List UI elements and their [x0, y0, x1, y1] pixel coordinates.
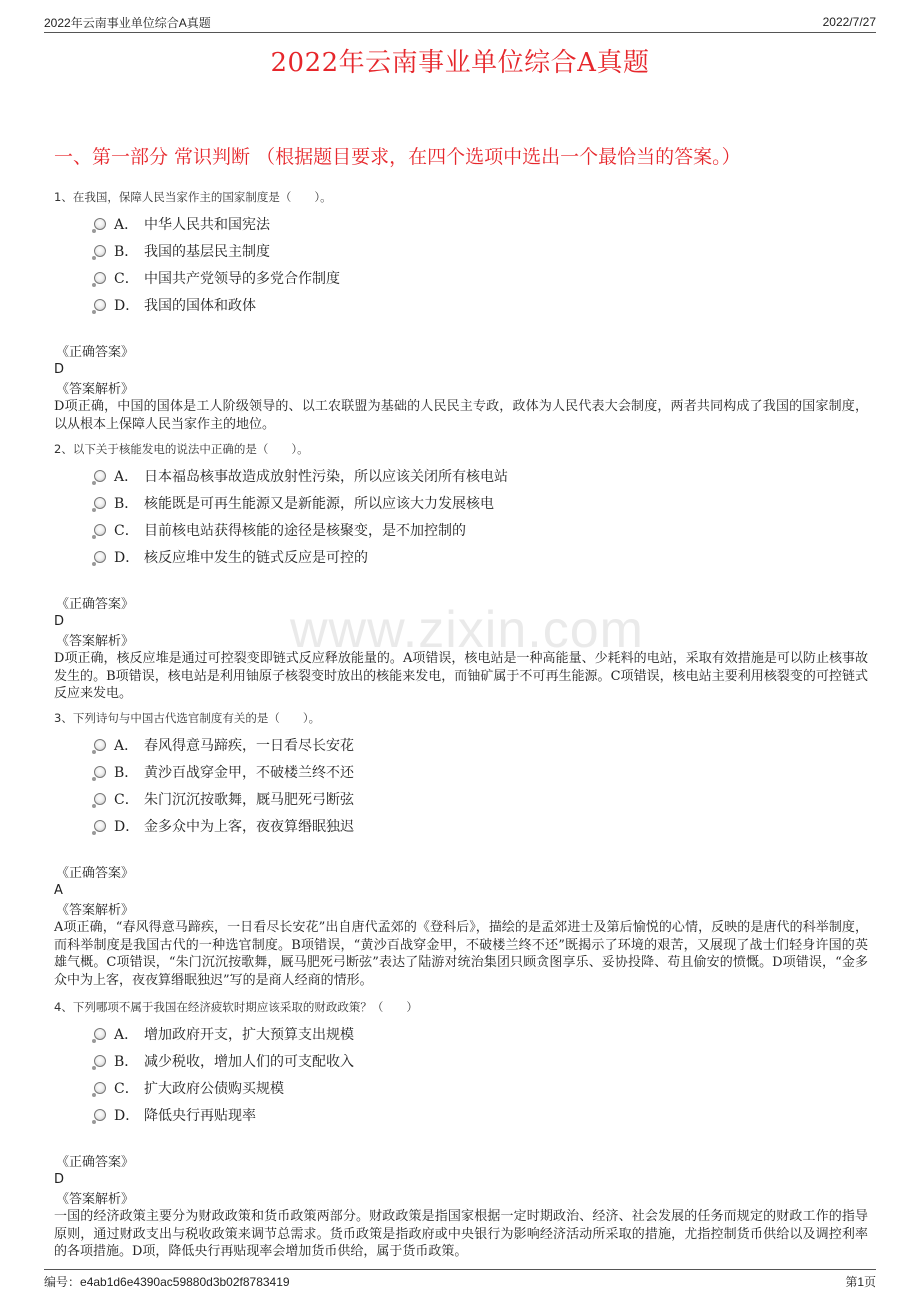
correct-answer: D	[54, 614, 65, 629]
option-letter: D．	[114, 819, 140, 835]
analysis-text: D项正确，中国的国体是工人阶级领导的、以工农联盟为基础的人民民主专政，政体为人民代表大会制度，两者共同构成了我国的国家制度，以从根本上保障人民当家作主的地位。	[54, 399, 868, 432]
option-letter: A．	[114, 738, 139, 754]
option-c[interactable]	[54, 268, 868, 295]
analysis-label: 《答案解析》	[56, 634, 135, 649]
option-letter: A．	[114, 1027, 139, 1043]
radio-icon[interactable]	[94, 1082, 106, 1094]
option-a[interactable]	[54, 1024, 868, 1051]
correct-answer: A	[54, 883, 63, 898]
question-stem: 4、下列哪项不属于我国在经济疲软时期应该采取的财政政策？（ ）	[54, 1000, 418, 1014]
option-text: 降低央行再贴现率	[144, 1108, 256, 1124]
question-stem: 1、在我国，保障人民当家作主的国家制度是（ ）。	[54, 190, 332, 204]
radio-icon[interactable]	[94, 793, 106, 805]
watermark: www.zixin.com	[290, 601, 644, 659]
radio-icon[interactable]	[94, 497, 106, 509]
option-b[interactable]	[54, 493, 868, 520]
analysis-label: 《答案解析》	[56, 903, 135, 918]
radio-icon[interactable]	[94, 272, 106, 284]
analysis-text: A项正确，“春风得意马蹄疾，一日看尽长安花”出自唐代孟郊的《登科后》，描绘的是孟郊进士及第后愉悦的心情，反映的是唐代的科举制度，而科举制度是我国古代的一种选官制度。B项错误，“黄沙百战穿金甲，不破楼兰终不还”既揭示了环境的艰苦，又展现了战士们轻身许国的英雄气概。C项错误，“朱门沉沉按歌舞，厩马肥死弓断弦”表达了陆游对统治集团只顾贪图享乐、妥协投降、苟且偷安的愤慨。D项错误，“金多众中为上客，夜夜算缗眠独迟”写的是商人经商的情形。	[54, 920, 868, 988]
option-c[interactable]	[54, 520, 868, 547]
analysis-label: 《答案解析》	[56, 382, 135, 397]
radio-icon[interactable]	[94, 1109, 106, 1121]
document-id	[44, 1273, 290, 1290]
radio-icon[interactable]	[94, 820, 106, 832]
document-title: 2022年云南事业单位综合A真题	[270, 48, 650, 78]
section-heading: 一、第一部分 常识判断 （根据题目要求，在四个选项中选出一个最恰当的答案。）	[54, 146, 741, 168]
option-text: 黄沙百战穿金甲，不破楼兰终不还	[144, 765, 354, 781]
option-letter: C．	[114, 792, 139, 808]
option-text: 朱门沉沉按歌舞，厩马肥死弓断弦	[144, 792, 354, 808]
question-stem: 2、以下关于核能发电的说法中正确的是（ ）。	[54, 442, 309, 456]
radio-icon[interactable]	[94, 739, 106, 751]
analysis-text: D项正确，核反应堆是通过可控裂变即链式反应释放能量的。A项错误，核电站是一种高能量、少耗料的电站，采取有效措施是可以防止核事故发生的。B项错误，核电站是利用铀原子核裂变时放出的核能来发电，而铀矿属于不可再生能源。C项错误，核电站主要利用核裂变的可控链式反应来发电。	[54, 651, 868, 701]
page-number: 第1页	[845, 1274, 876, 1289]
answer-key-label: 《正确答案》	[56, 866, 135, 881]
option-text: 扩大政府公债购买规模	[144, 1081, 284, 1097]
option-c[interactable]	[54, 1078, 868, 1105]
option-b[interactable]	[54, 241, 868, 268]
option-text: 我国的国体和政体	[144, 298, 256, 314]
question-stem: 3、下列诗句与中国古代选官制度有关的是（ ）。	[54, 711, 321, 725]
option-text: 核反应堆中发生的链式反应是可控的	[144, 550, 368, 566]
radio-icon[interactable]	[94, 551, 106, 563]
radio-icon[interactable]	[94, 299, 106, 311]
option-letter: D．	[114, 298, 140, 314]
option-text: 我国的基层民主制度	[144, 244, 270, 260]
option-text: 核能既是可再生能源又是新能源，所以应该大力发展核电	[144, 496, 494, 512]
radio-icon[interactable]	[94, 766, 106, 778]
option-b[interactable]	[54, 762, 868, 789]
question-2	[54, 441, 868, 703]
question-1	[54, 189, 868, 433]
answer-key-label: 《正确答案》	[56, 1155, 135, 1170]
option-text: 减少税收，增加人们的可支配收入	[144, 1054, 354, 1070]
option-c[interactable]	[54, 789, 868, 816]
option-text: 中国共产党领导的多党合作制度	[144, 271, 340, 287]
option-b[interactable]	[54, 1051, 868, 1078]
option-letter: A．	[114, 469, 139, 485]
option-a[interactable]	[54, 466, 868, 493]
option-letter: B．	[114, 244, 139, 260]
option-letter: D．	[114, 1108, 140, 1124]
option-text: 春风得意马蹄疾，一日看尽长安花	[144, 738, 354, 754]
question-4	[54, 999, 868, 1261]
option-letter: B．	[114, 765, 139, 781]
option-d[interactable]	[54, 547, 868, 574]
answer-key-label: 《正确答案》	[56, 345, 135, 360]
correct-answer: D	[54, 362, 65, 377]
option-text: 中华人民共和国宪法	[144, 217, 270, 233]
option-letter: B．	[114, 1054, 139, 1070]
option-d[interactable]	[54, 295, 868, 322]
correct-answer: D	[54, 1172, 65, 1187]
option-letter: D．	[114, 550, 140, 566]
option-letter: C．	[114, 271, 139, 287]
option-a[interactable]	[54, 735, 868, 762]
option-text: 目前核电站获得核能的途径是核聚变，是不加控制的	[144, 523, 466, 539]
radio-icon[interactable]	[94, 470, 106, 482]
option-text: 增加政府开支，扩大预算支出规模	[144, 1027, 354, 1043]
page-header	[44, 12, 876, 33]
document-id-value: e4ab1d6e4390ac59880d3b02f8783419	[80, 1274, 290, 1289]
option-text: 金多众中为上客，夜夜算缗眠独迟	[144, 819, 354, 835]
header-doc-title: 2022年云南事业单位综合A真题	[44, 15, 211, 30]
analysis-label: 《答案解析》	[56, 1192, 135, 1207]
header-date: 2022/7/27	[822, 15, 876, 29]
option-d[interactable]	[54, 1105, 868, 1132]
option-letter: C．	[114, 1081, 139, 1097]
document-id-label: 编号：	[44, 1274, 81, 1289]
option-d[interactable]	[54, 816, 868, 843]
radio-icon[interactable]	[94, 524, 106, 536]
page-footer	[44, 1269, 876, 1292]
option-letter: B．	[114, 496, 139, 512]
option-a[interactable]	[54, 214, 868, 241]
radio-icon[interactable]	[94, 245, 106, 257]
option-text: 日本福岛核事故造成放射性污染，所以应该关闭所有核电站	[144, 469, 508, 485]
question-3	[54, 710, 868, 989]
radio-icon[interactable]	[94, 1055, 106, 1067]
option-letter: A．	[114, 217, 139, 233]
radio-icon[interactable]	[94, 1028, 106, 1040]
answer-key-label: 《正确答案》	[56, 597, 135, 612]
option-letter: C．	[114, 523, 139, 539]
radio-icon[interactable]	[94, 218, 106, 230]
analysis-text: 一国的经济政策主要分为财政政策和货币政策两部分。财政政策是指国家根据一定时期政治、经济、社会发展的任务而规定的财政工作的指导原则，通过财政支出与税收政策来调节总需求。货币政策是指政府或中央银行为影响经济活动所采取的措施，尤指控制货币供给以及调控利率的各项措施。D项，降低央行再贴现率会增加货币供给，属于货币政策。	[54, 1209, 868, 1259]
